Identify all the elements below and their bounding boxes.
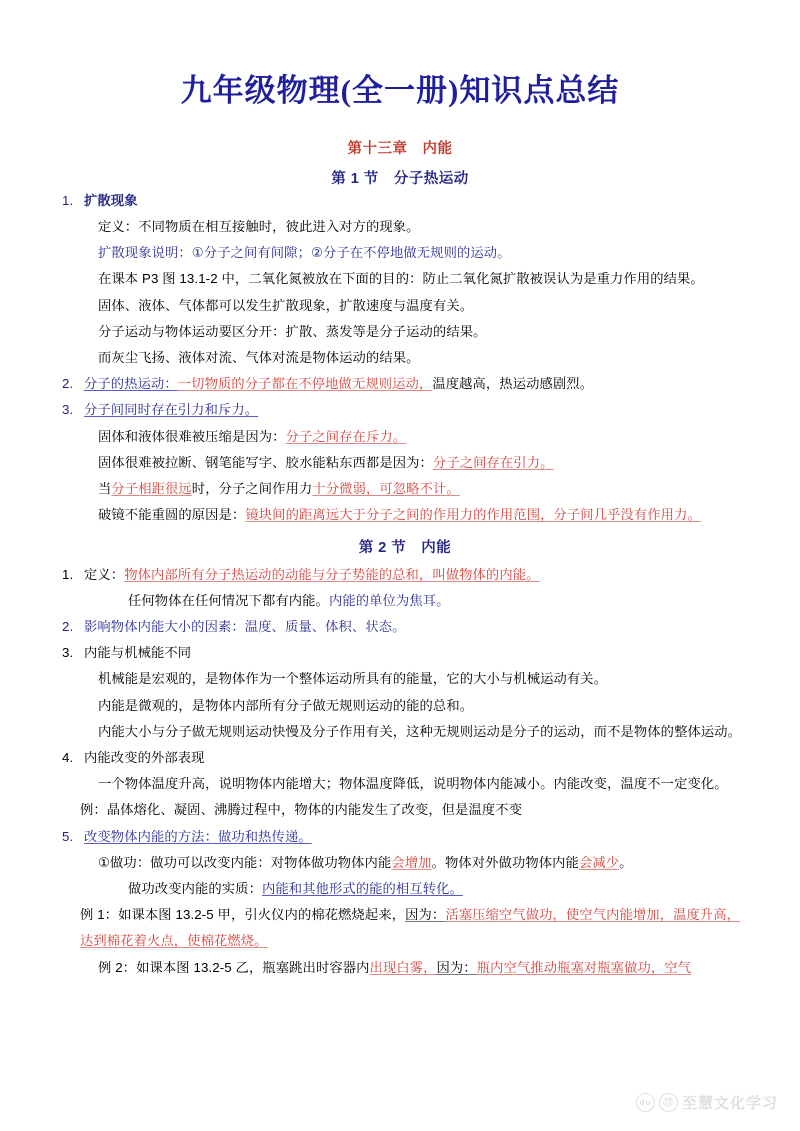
internal-energy-line: 内能是微观的，是物体内部所有分子做无规则运动的能的总和。 (98, 697, 474, 713)
mirror-question: 破镜不能重圆的原因是： (98, 507, 246, 523)
list-item (62, 214, 748, 240)
example-1-answer: 活塞压缩空气做功，使空气内能增加，温度升高，达到棉花着火点，使棉花燃烧。 (80, 907, 741, 949)
list-item (62, 614, 748, 640)
item-number: 4. (62, 750, 74, 766)
internal-energy-unit: 内能的单位为焦耳。 (328, 592, 450, 608)
list-item (62, 266, 748, 292)
textbook-reference-line: 在课本 P3 图 13.1-2 中，二氧化氮被放在下面的目的：防止二氧化氮扩散被误认为是重力作用的结果。 (98, 271, 704, 287)
page-title: 九年级物理(全一册)知识点总结 (180, 73, 620, 108)
energy-increase: 会增加 (391, 854, 432, 870)
influencing-factors: 影响物体内能大小的因素：温度、质量、体积、状态。 (84, 619, 406, 634)
dust-line: 而灰尘飞扬、液体对流、气体对流是物体运动的结果。 (98, 349, 420, 365)
compression-question: 固体和液体很难被压缩是因为： (98, 428, 286, 444)
tension-answer: 分子之间存在引力。 (432, 454, 554, 470)
example-2-cause-label: 因为： (436, 959, 477, 975)
definition-label: 定义： (98, 218, 139, 234)
work-essence-label: 做功改变内能的实质： (128, 881, 262, 897)
doing-work-middle: 。物体对外做功物体内能 (431, 854, 579, 870)
energy-decrease: 会减少 (578, 854, 620, 870)
force-coexistence-statement: 分子间同时存在引力和斥力。 (84, 402, 259, 418)
item-number: 2. (62, 619, 74, 634)
work-essence-answer: 内能和其他形式的能的相互转化。 (261, 881, 463, 897)
mechanical-energy-line: 机械能是宏观的，是物体作为一个整体运动所具有的能量，它的大小与机械运动有关。 (98, 671, 608, 687)
diffusion-explanation: 扩散现象说明：①分子之间有间隙；②分子在不停地做无规则的运动。 (98, 245, 511, 261)
list-item (62, 719, 748, 745)
definition-text: 不同物质在相互接触时，彼此进入对方的现象。 (138, 218, 420, 234)
internal-energy-definition: 物体内部所有分子热运动的动能与分子势能的总和，叫做物体的内能。 (124, 566, 540, 582)
list-item (62, 640, 748, 666)
at-sign-icon: @ (659, 1093, 678, 1112)
tension-question: 固体很难被拉断、钢笔能写字、胶水能粘东西都是因为： (98, 454, 433, 470)
list-item (62, 850, 748, 876)
mirror-answer: 镜块间的距离远大于分子之间的作用力的作用范围，分子间几乎没有作用力。 (245, 507, 701, 523)
item-title: 扩散现象 (84, 192, 138, 208)
item-number: 1. (62, 192, 74, 208)
item-number: 2. (62, 376, 74, 392)
far-distance-prefix: 当 (98, 480, 112, 496)
section-heading-1: 第 1 节 分子热运动 (331, 170, 469, 187)
list-item (62, 240, 748, 266)
list-item (62, 319, 748, 345)
item-number: 3. (62, 402, 74, 418)
list-item (62, 424, 748, 450)
list-item (62, 693, 748, 719)
list-item (62, 188, 748, 214)
item-number: 3. (62, 645, 74, 661)
list-item (62, 450, 748, 476)
list-item (62, 902, 748, 954)
change-methods-statement: 改变物体内能的方法：做功和热传递。 (84, 828, 312, 844)
example-2-question: 例 2：如课本图 13.2-5 乙，瓶塞跳出时容器内 (98, 959, 370, 975)
document-body (0, 188, 800, 981)
compression-answer: 分子之间存在斥力。 (285, 428, 407, 444)
example-2-answer: 瓶内空气推动瓶塞对瓶塞做功，空气 (476, 959, 692, 975)
list-item (62, 562, 748, 588)
example-2-observation: 出现白雾， (369, 959, 437, 975)
list-item (62, 588, 748, 614)
definition-label: 定义： (84, 566, 125, 582)
thermal-motion-term: 分子的热运动： (84, 376, 178, 392)
thermal-motion-definition: 一切物质的分子都在不停地做无规则运动， (177, 376, 433, 392)
item-title: 内能改变的外部表现 (84, 750, 205, 766)
section-heading-2: 第 2 节 内能 (358, 540, 452, 557)
baidu-badge-icon: du (636, 1093, 655, 1112)
distinguish-line: 分子运动与物体运动要区分开：扩散、蒸发等是分子运动的结果。 (98, 323, 487, 339)
list-item (62, 345, 748, 371)
far-distance-middle: 时，分子之间作用力 (191, 480, 313, 496)
far-distance-result: 十分微弱，可忽略不计。 (312, 480, 460, 496)
any-object-statement: 任何物体在任何情况下都有内能。 (128, 592, 329, 608)
list-item (62, 876, 748, 902)
list-item (62, 397, 748, 423)
list-item (62, 771, 748, 823)
doing-work-suffix: 。 (619, 854, 633, 870)
item-title: 内能与机械能不同 (84, 645, 192, 661)
example-1-cause-label: 因为： (405, 907, 446, 923)
chapter-heading: 第十三章 内能 (347, 140, 453, 157)
list-item (62, 955, 748, 981)
doing-work-prefix: ①做功：做功可以改变内能：对物体做功物体内能 (98, 854, 392, 870)
example-1-question: 例 1：如课本图 13.2-5 甲，引火仪内的棉花燃烧起来， (80, 907, 406, 923)
list-item (62, 371, 748, 397)
list-item (62, 502, 748, 528)
states-line: 固体、液体、气体都可以发生扩散现象，扩散速度与温度有关。 (98, 297, 474, 313)
list-item (62, 666, 748, 692)
list-item (62, 824, 748, 850)
list-item (62, 476, 748, 502)
far-distance-condition: 分子相距很远 (111, 480, 192, 496)
watermark-text: 至慧文化学习 (681, 1095, 778, 1112)
list-item (62, 293, 748, 319)
external-manifestation-line: 一个物体温度升高，说明物体内能增大；物体温度降低，说明物体内能减小。内能改变，温度不一定变化。例：晶体熔化、凝固、沸腾过程中，物体的内能发生了改变，但是温度不变 (80, 776, 728, 818)
item-number: 5. (62, 828, 74, 844)
item-number: 1. (62, 566, 74, 582)
watermark (636, 1092, 778, 1113)
thermal-motion-note: 温度越高，热运动感剧烈。 (432, 376, 594, 392)
internal-energy-size-line: 内能大小与分子做无规则运动快慢及分子作用有关，这种无规则运动是分子的运动，而不是物体的整体运动。 (98, 723, 742, 739)
list-item (62, 745, 748, 771)
